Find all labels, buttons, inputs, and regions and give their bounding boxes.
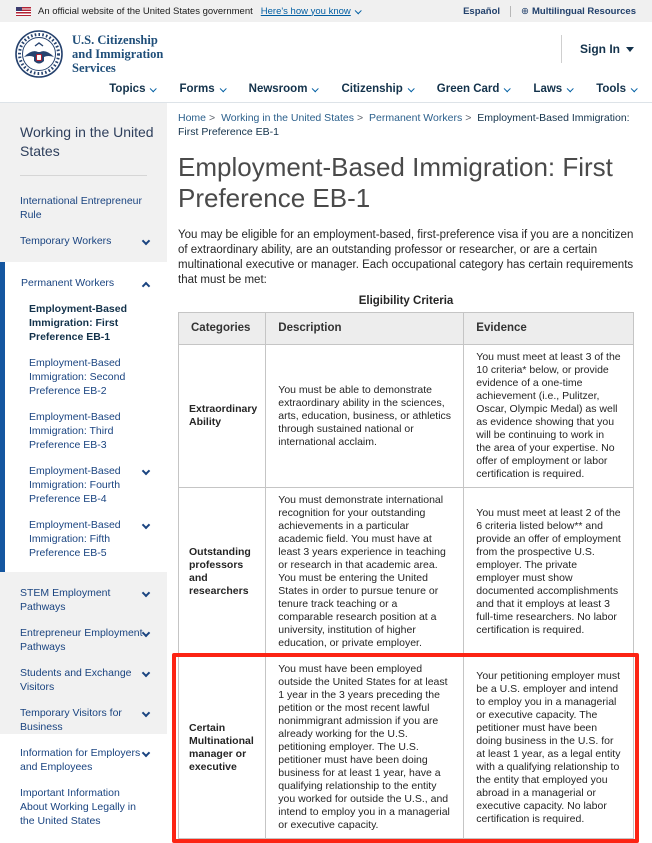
sidebar-item-eb1[interactable]: Employment-Based Immigration: First Preference EB-1: [29, 303, 128, 343]
sidebar-item-students-exchange[interactable]: Students and Exchange Visitors: [0, 660, 167, 700]
sidebar-item-international-entrepreneur-rule[interactable]: International Entrepreneur Rule: [20, 195, 142, 221]
nav-forms[interactable]: Forms: [179, 83, 224, 95]
chevron-up-icon: [142, 282, 150, 290]
evidence-cell: You must meet at least 3 of the 10 criteria* below, or provide evidence of a one-time achievement (i.e., Pulitzer, Oscar, Olympic Medal) as well as evidence showing that you will be continuing to work in the area of your expertise. No offer of employment or labor certification is required.: [464, 345, 634, 488]
chevron-down-icon: [354, 7, 361, 14]
chevron-down-icon: [142, 589, 150, 597]
table-row: [179, 345, 634, 488]
breadcrumb-permanent-workers[interactable]: Permanent Workers: [369, 112, 463, 124]
espanol-link[interactable]: Español: [463, 5, 501, 17]
main-nav: [109, 83, 636, 95]
us-flag-icon: [16, 7, 31, 16]
col-header-evidence: Evidence: [464, 313, 634, 345]
nav-laws[interactable]: Laws: [533, 83, 572, 95]
sidebar-item-permanent-workers[interactable]: Permanent Workers: [5, 270, 167, 296]
official-site-text: An official website of the United States government: [38, 5, 253, 17]
breadcrumb-working[interactable]: Working in the United States: [221, 112, 354, 124]
chevron-down-icon: [142, 749, 150, 757]
gov-banner: [0, 0, 652, 22]
nav-newsroom[interactable]: Newsroom: [249, 83, 318, 95]
table-row-highlighted: [179, 657, 634, 839]
chevron-down-icon: [567, 85, 574, 92]
divider: [510, 6, 511, 17]
sidebar-item-temporary-visitors[interactable]: Temporary Visitors for Business: [0, 700, 167, 740]
sign-in-button[interactable]: Sign In: [561, 35, 634, 63]
sidebar-item-working-legally[interactable]: Important Information About Working Legally in the United States: [20, 787, 136, 827]
category-cell: Outstanding professors and researchers: [179, 488, 266, 657]
sidebar-expanded-section: [0, 262, 167, 572]
nav-citizenship[interactable]: Citizenship: [341, 83, 412, 95]
eligibility-table: [178, 312, 634, 839]
col-header-description: Description: [266, 313, 464, 345]
chevron-down-icon: [142, 629, 150, 637]
sidebar-item-stem-employment[interactable]: STEM Employment Pathways: [0, 580, 167, 620]
table-caption: Eligibility Criteria: [358, 295, 454, 307]
main-content: [167, 103, 652, 831]
page-title: Employment-Based Immigration: First Preference EB-1: [178, 152, 613, 213]
chevron-down-icon: [407, 85, 414, 92]
intro-paragraph: You may be eligible for an employment-based, first-preference visa if you are a noncitizen of extraordinary ability, are an outstanding professor or researcher, or are a certain multinational executive or manager. Each occupational category has certain requirements that must be met:: [178, 229, 634, 286]
col-header-categories: Categories: [179, 313, 266, 345]
divider: [20, 175, 147, 176]
chevron-down-icon: [631, 85, 638, 92]
table-header-row: [179, 313, 634, 345]
site-header: [0, 22, 652, 103]
evidence-cell: You must meet at least 2 of the 6 criteria listed below** and provide an offer of employment from the prospective U.S. employer. The private employer must show documented accomplishments and that it employs at least 3 full-time researchers. No labor certification is required.: [464, 488, 634, 657]
sidebar-item-eb4[interactable]: Employment-Based Immigration: Fourth Preference EB-4: [5, 458, 167, 512]
sidebar-item-eb2[interactable]: Employment-Based Immigration: Second Preference EB-2: [29, 357, 126, 397]
nav-tools[interactable]: Tools: [596, 83, 636, 95]
uscis-logo[interactable]: [15, 30, 163, 78]
sidebar-item-eb5[interactable]: Employment-Based Immigration: Fifth Preference EB-5: [5, 512, 167, 566]
chevron-down-icon: [142, 521, 150, 529]
description-cell: You must have been employed outside the United States for at least 1 year in the 3 years preceding the petition or the most recent lawful nonimmigrant admission if you are already working for the U.S. petitioning employer. The U.S. petitioner must have been doing business for at least 1 year, have a qualifying relationship to the entity you worked for outside the U.S., and intend to employ you in a managerial or executive capacity.: [266, 657, 464, 839]
sidebar-item-entrepreneur-pathways[interactable]: Entrepreneur Employment Pathways: [0, 620, 167, 660]
table-row: [179, 488, 634, 657]
sidebar-item-temporary-workers[interactable]: Temporary Workers: [0, 228, 167, 254]
dhs-seal-icon: [15, 30, 63, 78]
chevron-down-icon: [142, 237, 150, 245]
caret-down-icon: [626, 47, 634, 52]
chevron-down-icon: [312, 85, 319, 92]
chevron-down-icon: [142, 467, 150, 475]
chevron-down-icon: [150, 85, 157, 92]
sidebar-item-info-employers[interactable]: Information for Employers and Employees: [0, 740, 167, 780]
sidebar-item-eb3[interactable]: Employment-Based Immigration: Third Preference EB-3: [29, 411, 121, 451]
category-cell: Certain Multinational manager or executive: [179, 657, 266, 839]
chevron-down-icon: [504, 85, 511, 92]
sidebar-heading: Working in the United States: [20, 124, 154, 159]
breadcrumb-home[interactable]: Home: [178, 112, 207, 124]
globe-icon: ⊕: [521, 5, 529, 17]
how-you-know-link[interactable]: Here's how you know: [260, 5, 351, 17]
chevron-down-icon: [219, 85, 226, 92]
nav-green-card[interactable]: Green Card: [437, 83, 510, 95]
nav-topics[interactable]: Topics: [109, 83, 155, 95]
chevron-down-icon: [142, 669, 150, 677]
description-cell: You must be able to demonstrate extraordinary ability in the sciences, arts, education, business, or athletics through sustained national or international acclaim.: [266, 345, 464, 488]
chevron-down-icon: [142, 709, 150, 717]
left-sidebar: [0, 103, 167, 827]
agency-wordmark: U.S. Citizenship and Immigration Services: [72, 33, 164, 75]
category-cell: Extraordinary Ability: [179, 345, 266, 488]
evidence-cell: Your petitioning employer must be a U.S. employer and intend to employ you in a managerial or executive capacity. The petitioner must have been doing business in the U.S. for at least 1 year, as a legal entity with a qualifying relationship to the entity that employed you abroad in a managerial or executive capacity. No labor certification is required.: [464, 657, 634, 839]
breadcrumb: Home > Working in the United States > Permanent Workers > Employment-Based Immigration: First Preference EB-1: [178, 112, 630, 138]
description-cell: You must demonstrate international recognition for your outstanding achievements in a particular academic field. You must have at least 3 years experience in teaching or research in that academic area. You must be entering the United States in order to pursue tenure or tenure track teaching or a comparable research position at a university, institution of higher education, or private employer.: [266, 488, 464, 657]
breadcrumb-current: Employment-Based Immigration: First Preference EB-1: [178, 112, 630, 138]
multilingual-link[interactable]: ⊕ Multilingual Resources: [521, 5, 636, 17]
